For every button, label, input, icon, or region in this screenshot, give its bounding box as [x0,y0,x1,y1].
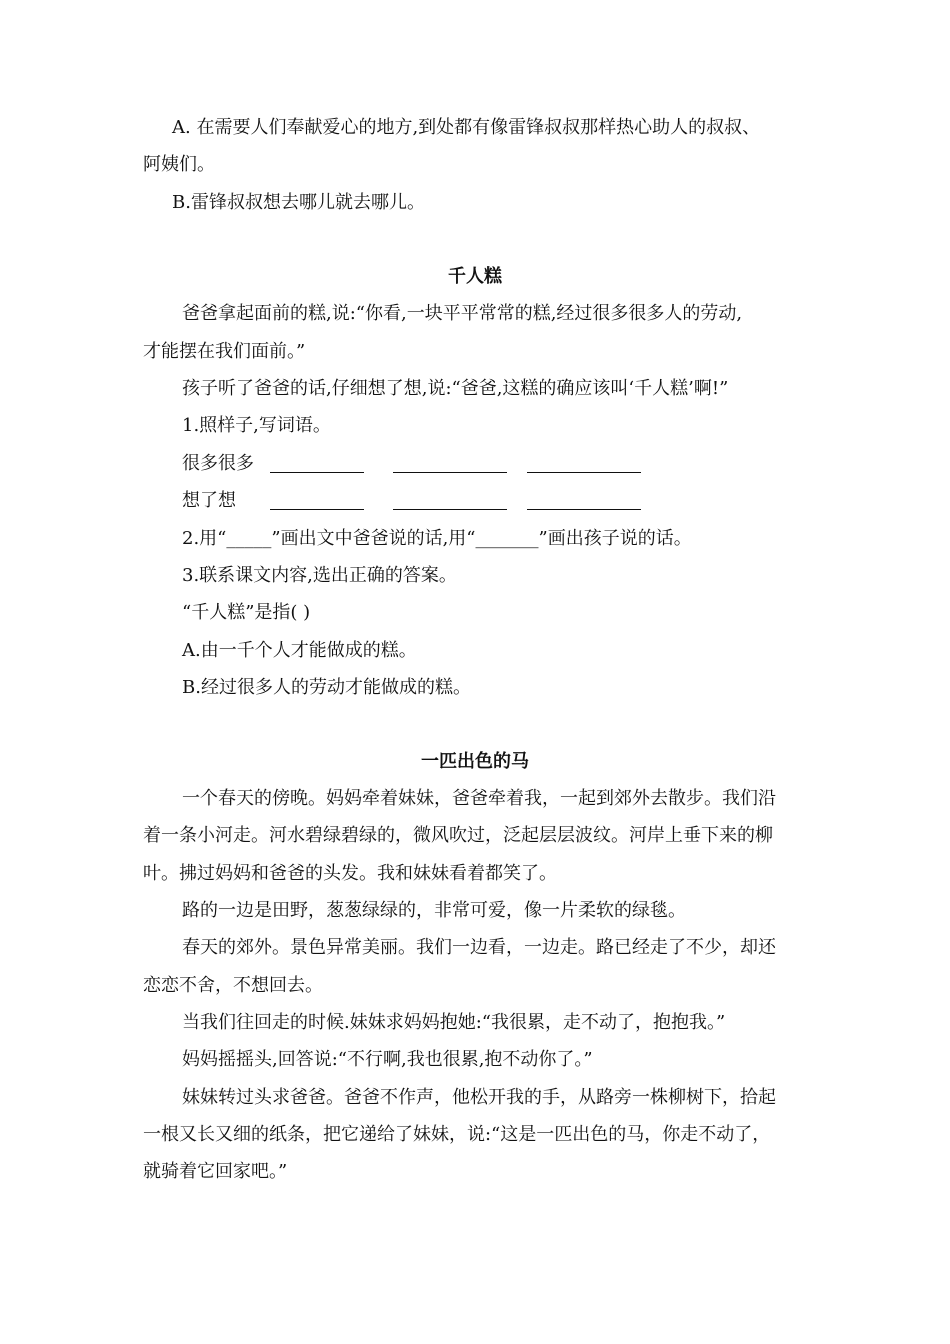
section3-p6-line3: 就骑着它回家吧。” [143,1161,288,1182]
option-a-line1: A. 在需要人们奉献爱心的地方,到处都有像雷锋叔叔那样热心助人的叔叔、 [172,117,761,138]
section3-title: 一匹出色的马 [421,751,529,772]
section3-p6-line1: 妹妹转过头求爸爸。爸爸不作声，他松开我的手，从路旁一株柳树下，拾起 [182,1087,776,1108]
question-3-option-b: B.经过很多人的劳动才能做成的糕。 [182,677,471,698]
section2-para1-line2: 才能摆在我们面前。” [143,341,306,362]
question-1: 1.照样子,写词语。 [182,415,331,436]
section3-p1-line1: 一个春天的傍晚。妈妈牵着妹妹，爸爸牵着我，一起到郊外去散步。我们沿 [182,788,776,809]
option-a-line2: 阿姨们。 [143,154,215,175]
section3-p3-line2: 恋恋不舍，不想回去。 [143,975,323,996]
section3-p2: 路的一边是田野，葱葱绿绿的，非常可爱，像一片柔软的绿毯。 [182,900,686,921]
answer-blank[interactable] [270,472,364,473]
section2-para1-line1: 爸爸拿起面前的糕,说:“你看,一块平平常常的糕,经过很多很多人的劳动, [182,303,743,324]
question-3-option-a: A.由一千个人才能做成的糕。 [182,640,417,661]
section3-p1-line2: 着一条小河走。河水碧绿碧绿的，微风吹过，泛起层层波纹。河岸上垂下来的柳 [143,825,773,846]
question-2: 2.用“_____”画出文中爸爸说的话,用“_______”画出孩子说的话。 [182,528,692,549]
question-3-stem: “千人糕”是指( ) [182,602,311,623]
section2-para2: 孩子听了爸爸的话,仔细想了想,说:“爸爸,这糕的确应该叫‘千人糕’啊!” [182,378,729,399]
section3-p4: 当我们往回走的时候.妹妹求妈妈抱她:“我很累，走不动了，抱抱我。” [182,1012,726,1033]
example-word-2: 想了想 [182,490,236,511]
section3-p1-line3: 叶。拂过妈妈和爸爸的头发。我和妹妹看着都笑了。 [143,863,557,884]
answer-blank[interactable] [393,509,507,510]
option-b: B.雷锋叔叔想去哪儿就去哪儿。 [172,192,425,213]
section3-p5: 妈妈摇摇头,回答说:“不行啊,我也很累,抱不动你了。” [182,1049,593,1070]
answer-blank[interactable] [393,472,507,473]
example-word-1: 很多很多 [182,453,254,474]
answer-blank[interactable] [527,509,641,510]
question-3: 3.联系课文内容,选出正确的答案。 [182,565,457,586]
answer-blank[interactable] [270,509,364,510]
answer-blank[interactable] [527,472,641,473]
section2-title: 千人糕 [448,266,502,287]
section3-p3-line1: 春天的郊外。景色异常美丽。我们一边看，一边走。路已经走了不少，却还 [182,937,776,958]
section3-p6-line2: 一根又长又细的纸条，把它递给了妹妹，说:“这是一匹出色的马，你走不动了， [143,1124,771,1145]
